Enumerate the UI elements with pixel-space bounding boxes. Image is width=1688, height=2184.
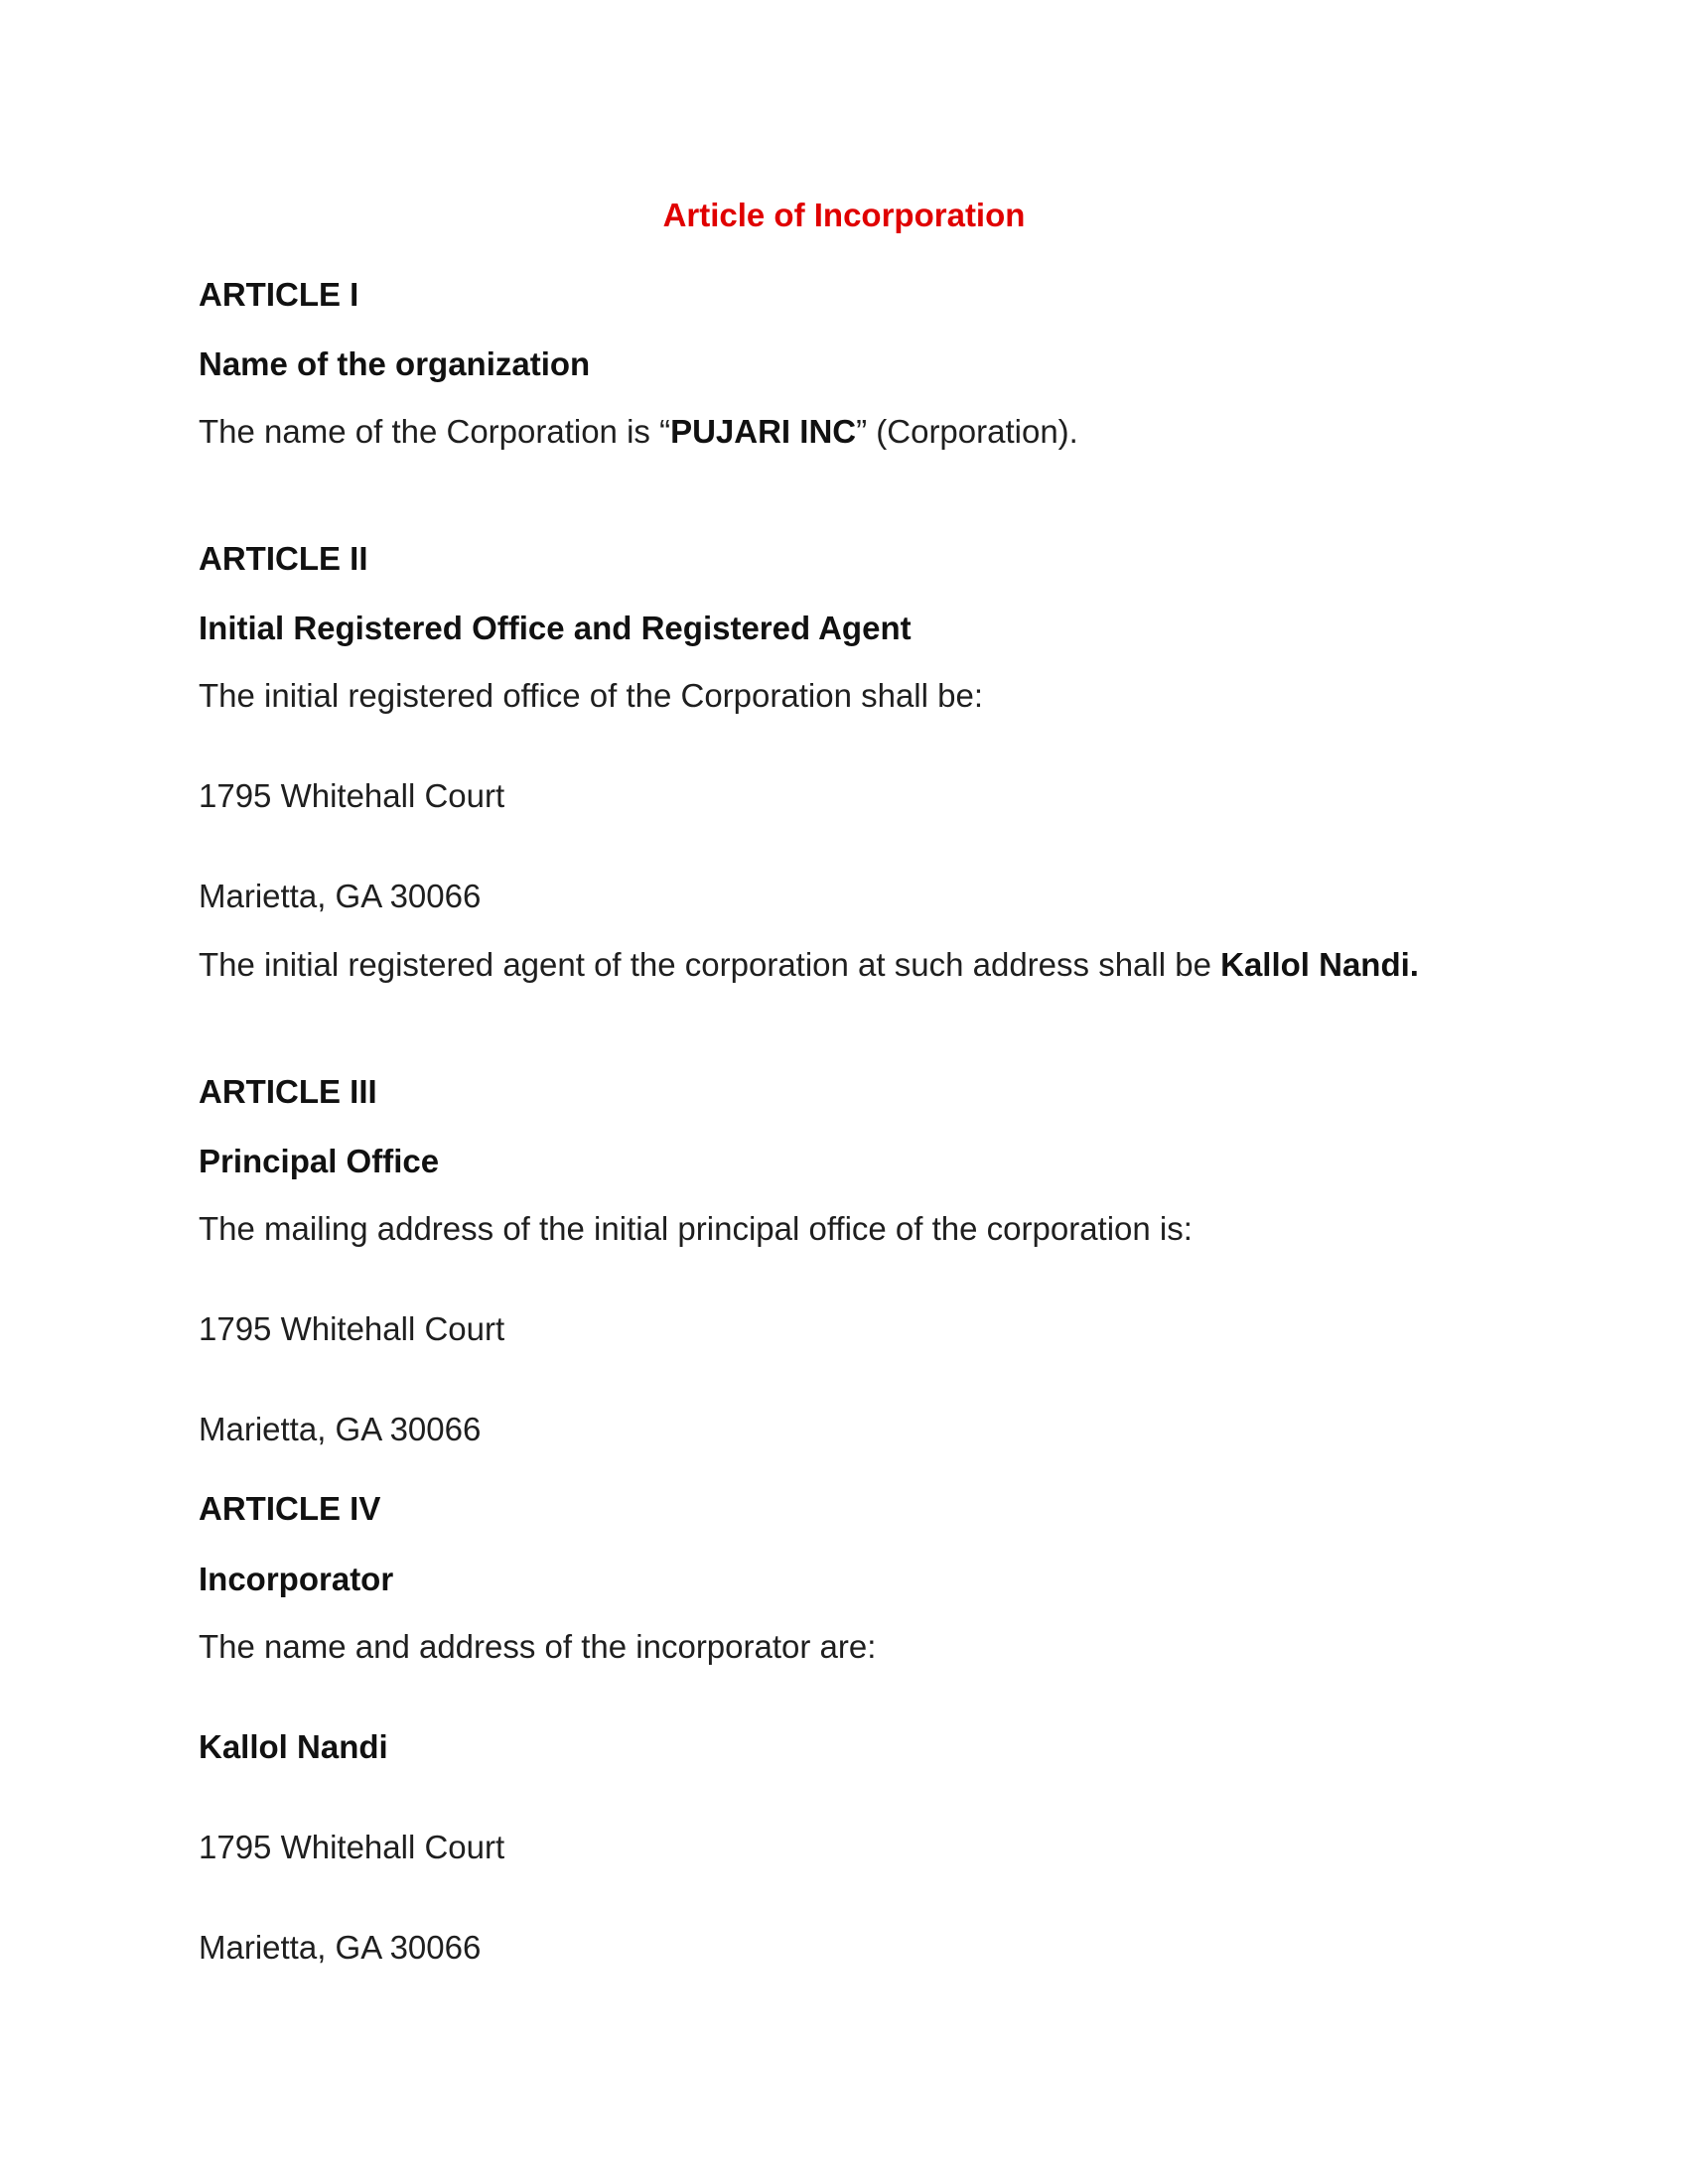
article-2-address-line1: 1795 Whitehall Court [199, 777, 505, 814]
article-2-agent-text [199, 945, 1419, 985]
article-3-heading: ARTICLE III [199, 1073, 377, 1110]
article-2-address-line2: Marietta, GA 30066 [199, 878, 482, 914]
article-4-intro: The name and address of the incorporator are: [199, 1628, 877, 1665]
article-3-address-line1: 1795 Whitehall Court [199, 1310, 505, 1347]
article-4-heading: ARTICLE IV [199, 1490, 381, 1527]
article-4-address-line2: Marietta, GA 30066 [199, 1929, 482, 1966]
incorporator-name: Kallol Nandi [199, 1728, 388, 1765]
registered-agent-name: Kallol Nandi. [1220, 946, 1419, 983]
article-1-subheading: Name of the organization [199, 345, 591, 382]
article-1-text-pre: The name of the Corporation is “ [199, 413, 671, 450]
article-2-intro: The initial registered office of the Corporation shall be: [199, 677, 984, 714]
article-2-agent-pre: The initial registered agent of the corporation at such address shall be [199, 946, 1221, 983]
article-3-address-line2: Marietta, GA 30066 [199, 1411, 482, 1447]
article-3-intro: The mailing address of the initial principal office of the corporation is: [199, 1210, 1193, 1247]
article-3-subheading: Principal Office [199, 1143, 440, 1179]
article-1-text-post: ” (Corporation). [856, 413, 1078, 450]
article-2-heading: ARTICLE II [199, 540, 368, 577]
article-1-text [199, 412, 1078, 452]
article-1-heading: ARTICLE I [199, 276, 359, 313]
article-2-subheading: Initial Registered Office and Registered Agent [199, 610, 912, 646]
article-4-address-line1: 1795 Whitehall Court [199, 1829, 505, 1865]
document-title: Article of Incorporation [662, 197, 1026, 233]
corporation-name: PUJARI INC [670, 413, 857, 450]
article-4-subheading: Incorporator [199, 1561, 394, 1597]
